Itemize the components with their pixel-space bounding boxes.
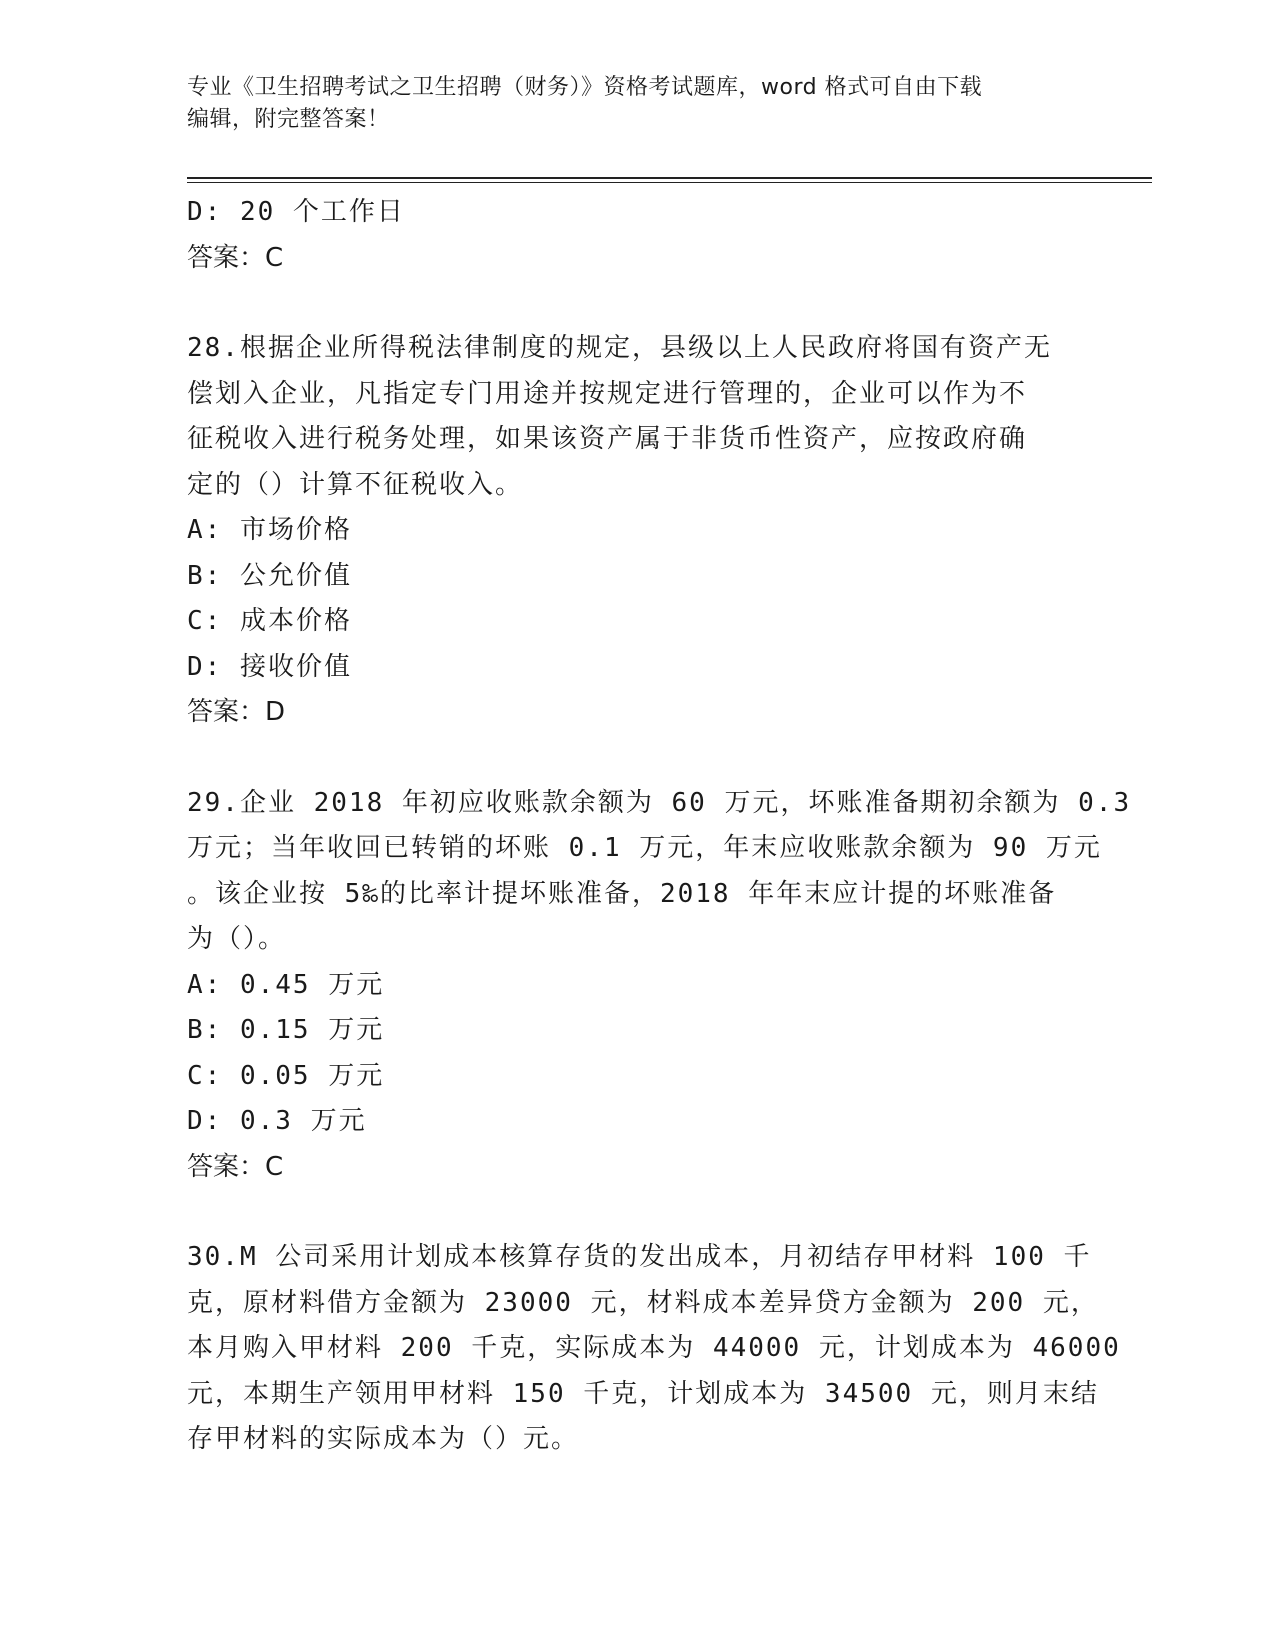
question-text-line: 元，本期生产领用甲材料 150 千克，计划成本为 34500 元，则月末结 bbox=[187, 1378, 1099, 1409]
option-c: C: 成本价格 bbox=[187, 606, 352, 636]
question-text-line: 偿划入企业，凡指定专门用途并按规定进行管理的，企业可以作为不 bbox=[187, 378, 1028, 409]
question-text-line: 征税收入进行税务处理，如果该资产属于非货币性资产，应按政府确 bbox=[187, 424, 1028, 454]
answer-line: 答案：C bbox=[187, 1151, 284, 1182]
question-text-line: 。该企业按 5‰的比率计提坏账准备，2018 年年末应计提的坏账准备 bbox=[187, 878, 1057, 909]
question-text-line: 30.M 公司采用计划成本核算存货的发出成本，月初结存甲材料 100 千 bbox=[187, 1242, 1092, 1272]
previous-question-tail bbox=[187, 190, 1067, 281]
question-text-line: 为（）。 bbox=[187, 924, 287, 954]
option-a: A: 0.45 万元 bbox=[187, 969, 385, 1000]
question-text-line: 克，原材料借方金额为 23000 元，材料成本差异贷方金额为 200 元， bbox=[187, 1287, 1099, 1318]
option-d: D: 20 个工作日 bbox=[187, 197, 405, 227]
page-header bbox=[187, 72, 1067, 136]
header-line-1: 专业《卫生招聘考试之卫生招聘（财务）》资格考试题库，word 格式可自由下载 bbox=[187, 75, 983, 100]
option-b: B: 公允价值 bbox=[187, 560, 352, 591]
question-text-line: 存甲材料的实际成本为（）元。 bbox=[187, 1424, 580, 1454]
question-30 bbox=[187, 1235, 1121, 1463]
question-text-line: 万元；当年收回已转销的坏账 0.1 万元，年末应收账款余额为 90 万元 bbox=[187, 833, 1102, 863]
question-29 bbox=[187, 781, 1132, 1191]
answer-line: 答案：D bbox=[187, 697, 286, 727]
header-line-2: 编辑，附完整答案！ bbox=[187, 107, 390, 132]
question-text-line: 定的（）计算不征税收入。 bbox=[187, 469, 524, 500]
option-d: D: 接收价值 bbox=[187, 651, 352, 682]
answer-line: 答案：C bbox=[187, 242, 284, 273]
option-c: C: 0.05 万元 bbox=[187, 1060, 385, 1091]
header-divider-thick bbox=[187, 177, 1152, 179]
option-a: A: 市场价格 bbox=[187, 515, 352, 545]
question-text-line: 本月购入甲材料 200 千克，实际成本为 44000 元，计划成本为 46000 bbox=[187, 1333, 1121, 1363]
option-b: B: 0.15 万元 bbox=[187, 1015, 385, 1045]
question-text-line: 29.企业 2018 年初应收账款余额为 60 万元，坏账准备期初余额为 0.3 bbox=[187, 787, 1132, 818]
option-d: D: 0.3 万元 bbox=[187, 1106, 367, 1136]
document-body bbox=[187, 190, 1132, 1463]
question-text-line: 28.根据企业所得税法律制度的规定，县级以上人民政府将国有资产无 bbox=[187, 333, 1052, 363]
question-28 bbox=[187, 326, 1067, 736]
header-divider-thin bbox=[187, 182, 1152, 183]
